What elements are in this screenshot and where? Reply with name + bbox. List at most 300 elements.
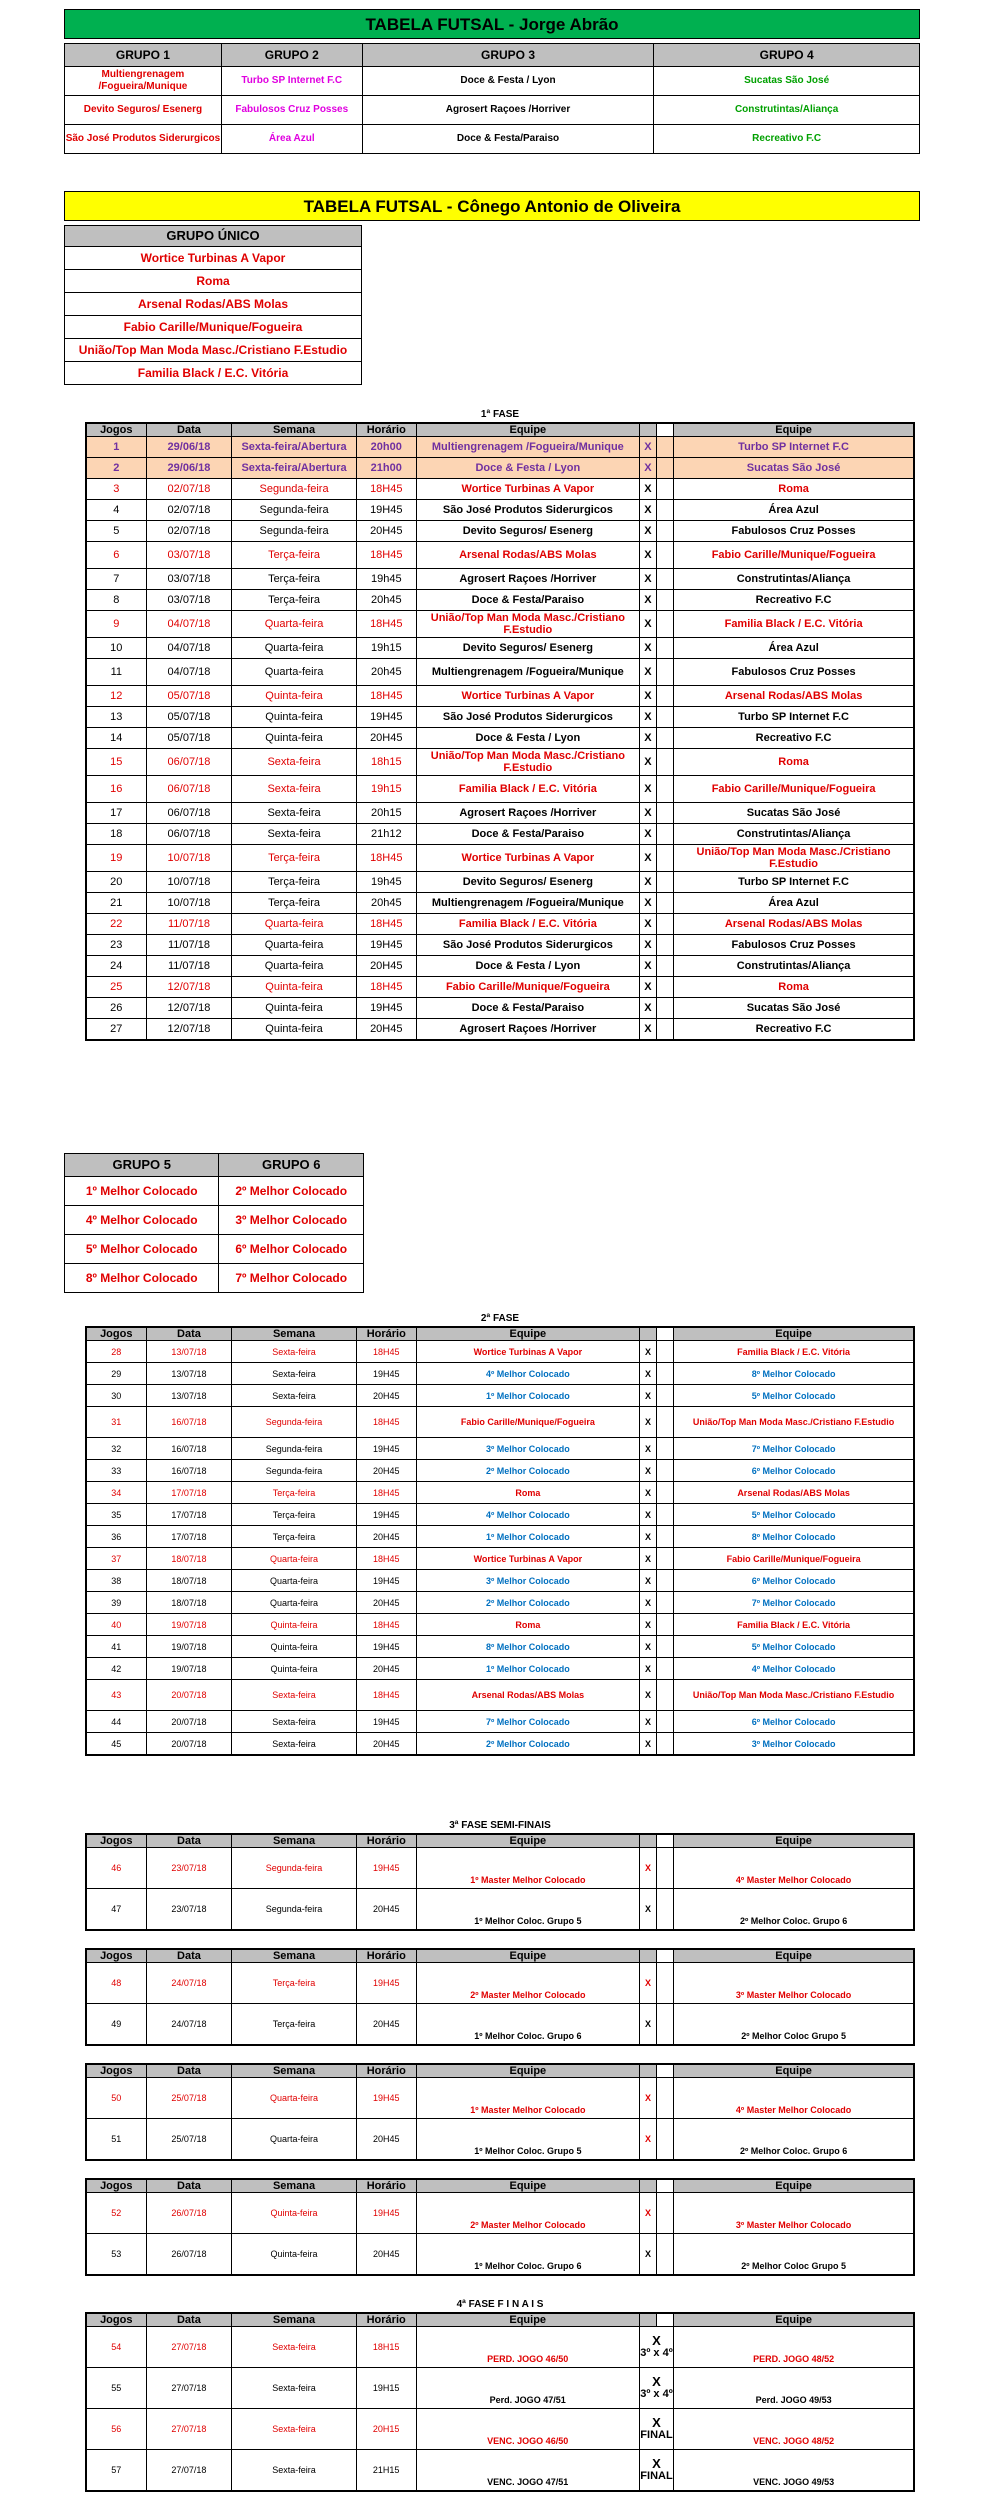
away-team: Fabio Carille/Munique/Fogueira [674, 776, 914, 803]
spacer-cell [657, 2119, 674, 2161]
col-equipe: Equipe [416, 423, 639, 437]
home-team: Fabio Carille/Munique/Fogueira [416, 977, 639, 998]
versus-mark: X [639, 1636, 656, 1658]
home-team: VENC. JOGO 47/51 [416, 2450, 639, 2492]
versus-mark: X [639, 1711, 656, 1733]
spacer-cell [657, 893, 674, 914]
match-date: 11/07/18 [146, 914, 232, 935]
match-number: 57 [86, 2450, 146, 2492]
match-number: 46 [86, 1848, 146, 1889]
match-date: 25/07/18 [146, 2078, 232, 2119]
away-team: Construtintas/Aliança [674, 569, 914, 590]
spacer-cell [657, 707, 674, 728]
match-number: 6 [86, 542, 146, 569]
match-number: 4 [86, 500, 146, 521]
match-weekday: Quarta-feira [232, 659, 356, 686]
match-row [86, 437, 914, 458]
match-number: 37 [86, 1548, 146, 1570]
match-row [86, 500, 914, 521]
match-weekday: Quinta-feira [232, 728, 356, 749]
home-team: Doce & Festa / Lyon [416, 956, 639, 977]
away-team: Fabio Carille/Munique/Fogueira [674, 542, 914, 569]
match-row [86, 1658, 914, 1680]
home-team: 2º Master Melhor Colocado [416, 2193, 639, 2234]
match-row [86, 1680, 914, 1711]
match-date: 20/07/18 [146, 1733, 232, 1756]
versus-mark: X [652, 2374, 661, 2389]
match-date: 11/07/18 [146, 935, 232, 956]
versus-mark: X [639, 500, 656, 521]
match-date: 18/07/18 [146, 1570, 232, 1592]
match-row [86, 1592, 914, 1614]
match-date: 02/07/18 [146, 521, 232, 542]
versus-mark: X [639, 590, 656, 611]
versus-cell [639, 2327, 674, 2368]
match-number: 38 [86, 1570, 146, 1592]
match-number: 41 [86, 1636, 146, 1658]
col-equipe-away: Equipe [674, 1949, 914, 1963]
semifinal-table [85, 1833, 915, 1931]
match-weekday: Sexta-feira [232, 1711, 356, 1733]
versus-mark: X [639, 1614, 656, 1636]
versus-cell [639, 2368, 674, 2409]
group-team: Turbo SP Internet F.C [221, 67, 362, 96]
match-weekday: Segunda-feira [232, 500, 356, 521]
match-date: 23/07/18 [146, 1889, 232, 1931]
spacer-cell [657, 2193, 674, 2234]
home-team: Roma [416, 1614, 639, 1636]
header-row [86, 2313, 914, 2327]
match-time: 18H45 [356, 845, 416, 872]
spacer-cell [657, 1636, 674, 1658]
col-spacer [657, 2179, 674, 2193]
header-row [86, 423, 914, 437]
match-number: 43 [86, 1680, 146, 1711]
match-date: 04/07/18 [146, 659, 232, 686]
home-team: União/Top Man Moda Masc./Cristiano F.Estudio [416, 611, 639, 638]
match-time: 18H45 [356, 1482, 416, 1504]
versus-mark: X [639, 1407, 656, 1438]
away-team: União/Top Man Moda Masc./Cristiano F.Estudio [674, 1680, 914, 1711]
spacer-cell [657, 1614, 674, 1636]
home-team: 3º Melhor Colocado [416, 1570, 639, 1592]
home-team: Wortice Turbinas A Vapor [416, 686, 639, 707]
spacer-cell [657, 1889, 674, 1931]
group-row [65, 96, 920, 125]
home-team: Wortice Turbinas A Vapor [416, 479, 639, 500]
away-team: 2º Melhor Coloc. Grupo 6 [674, 2119, 914, 2161]
match-date: 05/07/18 [146, 728, 232, 749]
home-team: Doce & Festa/Paraiso [416, 824, 639, 845]
match-row [86, 590, 914, 611]
match-date: 24/07/18 [146, 2004, 232, 2046]
match-weekday: Sexta-feira [232, 1363, 356, 1385]
match-time: 20H45 [356, 956, 416, 977]
spacer-cell [657, 1658, 674, 1680]
col-horario: Horário [356, 2064, 416, 2078]
match-weekday: Sexta-feira [232, 1385, 356, 1407]
versus-mark: X [639, 1889, 656, 1931]
match-weekday: Sexta-feira [232, 824, 356, 845]
versus-mark: X [639, 1460, 656, 1482]
away-team: Perd. JOGO 49/53 [674, 2368, 914, 2409]
match-row [86, 2234, 914, 2276]
home-team: 2º Melhor Colocado [416, 1592, 639, 1614]
match-row [86, 1733, 914, 1756]
match-number: 8 [86, 590, 146, 611]
match-time: 20H45 [356, 1733, 416, 1756]
match-date: 05/07/18 [146, 707, 232, 728]
single-group-table [64, 225, 362, 385]
home-team: Arsenal Rodas/ABS Molas [416, 1680, 639, 1711]
match-weekday: Quinta-feira [232, 1636, 356, 1658]
col-data: Data [146, 2313, 232, 2327]
match-row [86, 914, 914, 935]
match-time: 19H45 [356, 935, 416, 956]
versus-mark: X [639, 893, 656, 914]
match-time: 20H45 [356, 1460, 416, 1482]
home-team: 4º Melhor Colocado [416, 1363, 639, 1385]
match-weekday: Sexta-feira [232, 1733, 356, 1756]
header-row [86, 1949, 914, 1963]
home-team: Wortice Turbinas A Vapor [416, 845, 639, 872]
away-team: Arsenal Rodas/ABS Molas [674, 686, 914, 707]
spacer-cell [657, 1460, 674, 1482]
versus-mark: X [639, 638, 656, 659]
versus-mark: X [639, 1438, 656, 1460]
match-time: 20H45 [356, 2004, 416, 2046]
match-weekday: Sexta-feira [232, 2409, 356, 2450]
versus-mark: X [639, 977, 656, 998]
away-team: 2º Melhor Coloc Grupo 5 [674, 2004, 914, 2046]
match-label: 3º x 4º [640, 2388, 673, 2400]
group-team: Doce & Festa/Paraiso [362, 125, 654, 154]
group-6-header: GRUPO 6 [219, 1154, 364, 1177]
match-row [86, 2327, 914, 2368]
match-weekday: Segunda-feira [232, 1407, 356, 1438]
group-row [65, 125, 920, 154]
match-date: 03/07/18 [146, 569, 232, 590]
home-team: Roma [416, 1482, 639, 1504]
match-row [86, 569, 914, 590]
match-time: 19h45 [356, 569, 416, 590]
match-number: 47 [86, 1889, 146, 1931]
match-time: 21h12 [356, 824, 416, 845]
col-equipe: Equipe [416, 2064, 639, 2078]
col-equipe: Equipe [416, 2313, 639, 2327]
match-weekday: Sexta-feira/Abertura [232, 437, 356, 458]
versus-mark: X [639, 2234, 656, 2276]
match-date: 18/07/18 [146, 1592, 232, 1614]
match-row [86, 1548, 914, 1570]
spacer-cell [657, 956, 674, 977]
away-team: 3º Melhor Colocado [674, 1733, 914, 1756]
col-equipe: Equipe [416, 1327, 639, 1341]
match-row [86, 1963, 914, 2004]
match-row [86, 824, 914, 845]
col-horario: Horário [356, 2179, 416, 2193]
group-team: Agrosert Raçoes /Horriver [362, 96, 654, 125]
match-row [86, 1341, 914, 1363]
team-row [65, 247, 362, 270]
col-jogos: Jogos [86, 2179, 146, 2193]
match-number: 51 [86, 2119, 146, 2161]
phase4-title: 4ª FASE F I N A I S [456, 2299, 544, 2310]
away-team: Área Azul [674, 500, 914, 521]
group-1-header: GRUPO 1 [65, 44, 222, 67]
spacer-cell [657, 2004, 674, 2046]
col-semana: Semana [232, 423, 356, 437]
match-date: 12/07/18 [146, 998, 232, 1019]
col-data: Data [146, 2179, 232, 2193]
semifinal-table [85, 2063, 915, 2161]
home-team: Fabio Carille/Munique/Fogueira [416, 1407, 639, 1438]
match-row [86, 686, 914, 707]
spacer-cell [657, 590, 674, 611]
col-jogos: Jogos [86, 2064, 146, 2078]
versus-mark: X [639, 437, 656, 458]
team-name: Fabio Carille/Munique/Fogueira [65, 316, 362, 339]
col-spacer [639, 1834, 656, 1848]
col-jogos: Jogos [86, 1949, 146, 1963]
team-name: Wortice Turbinas A Vapor [65, 247, 362, 270]
match-row [86, 998, 914, 1019]
away-team: Área Azul [674, 893, 914, 914]
match-weekday: Terça-feira [232, 1963, 356, 2004]
home-team: Devito Seguros/ Esenerg [416, 638, 639, 659]
match-date: 27/07/18 [146, 2327, 232, 2368]
match-row [86, 776, 914, 803]
match-time: 19H45 [356, 1570, 416, 1592]
match-number: 14 [86, 728, 146, 749]
match-number: 22 [86, 914, 146, 935]
match-date: 23/07/18 [146, 1848, 232, 1889]
col-semana: Semana [232, 2313, 356, 2327]
match-number: 42 [86, 1658, 146, 1680]
match-weekday: Quinta-feira [232, 686, 356, 707]
match-row [86, 542, 914, 569]
match-time: 20h45 [356, 590, 416, 611]
col-spacer [639, 2313, 656, 2327]
match-time: 20h45 [356, 893, 416, 914]
match-number: 27 [86, 1019, 146, 1041]
col-spacer [657, 423, 674, 437]
home-team: Doce & Festa/Paraiso [416, 590, 639, 611]
col-equipe-away: Equipe [674, 1834, 914, 1848]
home-team: 1º Melhor Coloc. Grupo 6 [416, 2004, 639, 2046]
match-row [86, 707, 914, 728]
col-horario: Horário [356, 2313, 416, 2327]
match-weekday: Quarta-feira [232, 935, 356, 956]
match-weekday: Terça-feira [232, 569, 356, 590]
group-team: Devito Seguros/ Esenerg [65, 96, 222, 125]
spacer-cell [657, 914, 674, 935]
versus-mark: X [639, 1526, 656, 1548]
spacer-cell [657, 458, 674, 479]
match-date: 06/07/18 [146, 803, 232, 824]
match-row [86, 2078, 914, 2119]
col-semana: Semana [232, 1834, 356, 1848]
match-time: 20H15 [356, 2409, 416, 2450]
spacer-cell [657, 803, 674, 824]
col-horario: Horário [356, 1327, 416, 1341]
spacer-cell [657, 1341, 674, 1363]
spacer-cell [657, 659, 674, 686]
spacer-cell [657, 749, 674, 776]
home-team: Wortice Turbinas A Vapor [416, 1548, 639, 1570]
col-data: Data [146, 2064, 232, 2078]
match-weekday: Terça-feira [232, 2004, 356, 2046]
match-time: 19h15 [356, 638, 416, 659]
match-time: 20H45 [356, 728, 416, 749]
home-team: São José Produtos Siderurgicos [416, 707, 639, 728]
spacer-cell [657, 479, 674, 500]
away-team: Turbo SP Internet F.C [674, 437, 914, 458]
match-time: 19h15 [356, 776, 416, 803]
phase2-table [85, 1326, 915, 1756]
ranking-slot: 2º Melhor Colocado [219, 1177, 364, 1206]
away-team: Recreativo F.C [674, 728, 914, 749]
match-time: 19H45 [356, 2193, 416, 2234]
col-jogos: Jogos [86, 423, 146, 437]
team-name: União/Top Man Moda Masc./Cristiano F.Estudio [65, 339, 362, 362]
match-weekday: Quinta-feira [232, 707, 356, 728]
match-date: 04/07/18 [146, 638, 232, 659]
versus-mark: X [639, 1019, 656, 1041]
match-date: 02/07/18 [146, 479, 232, 500]
versus-mark: X [652, 2415, 661, 2430]
match-date: 26/07/18 [146, 2193, 232, 2234]
match-weekday: Quinta-feira [232, 1019, 356, 1041]
match-time: 18H45 [356, 611, 416, 638]
home-team: Multiengrenagem /Fogueira/Munique [416, 437, 639, 458]
col-semana: Semana [232, 2179, 356, 2193]
match-number: 34 [86, 1482, 146, 1504]
versus-mark: X [652, 2456, 661, 2471]
match-weekday: Sexta-feira [232, 803, 356, 824]
col-horario: Horário [356, 1834, 416, 1848]
match-number: 49 [86, 2004, 146, 2046]
match-date: 13/07/18 [146, 1363, 232, 1385]
versus-mark: X [639, 1680, 656, 1711]
phase1-table [85, 422, 915, 1041]
match-row [86, 479, 914, 500]
match-time: 19H45 [356, 500, 416, 521]
match-weekday: Quarta-feira [232, 1548, 356, 1570]
versus-mark: X [639, 1482, 656, 1504]
spacer-cell [657, 1363, 674, 1385]
spacer-cell [657, 542, 674, 569]
col-jogos: Jogos [86, 1834, 146, 1848]
away-team: 5º Melhor Colocado [674, 1504, 914, 1526]
away-team: VENC. JOGO 49/53 [674, 2450, 914, 2492]
match-date: 19/07/18 [146, 1658, 232, 1680]
spacer-cell [657, 437, 674, 458]
home-team: 1º Master Melhor Colocado [416, 2078, 639, 2119]
match-time: 19H45 [356, 998, 416, 1019]
col-spacer [639, 2064, 656, 2078]
match-row [86, 1848, 914, 1889]
match-date: 06/07/18 [146, 776, 232, 803]
match-row [86, 1526, 914, 1548]
match-date: 05/07/18 [146, 686, 232, 707]
col-spacer [657, 1949, 674, 1963]
home-team: Devito Seguros/ Esenerg [416, 521, 639, 542]
match-date: 13/07/18 [146, 1341, 232, 1363]
col-semana: Semana [232, 2064, 356, 2078]
match-date: 11/07/18 [146, 956, 232, 977]
spacer-cell [657, 1019, 674, 1041]
match-weekday: Quarta-feira [232, 1592, 356, 1614]
versus-mark: X [639, 1963, 656, 2004]
away-team: 2º Melhor Coloc Grupo 5 [674, 2234, 914, 2276]
versus-mark: X [639, 749, 656, 776]
match-time: 18H45 [356, 542, 416, 569]
match-time: 19H15 [356, 2368, 416, 2409]
match-weekday: Terça-feira [232, 590, 356, 611]
away-team: VENC. JOGO 48/52 [674, 2409, 914, 2450]
home-team: São José Produtos Siderurgicos [416, 935, 639, 956]
col-equipe-away: Equipe [674, 1327, 914, 1341]
col-horario: Horário [356, 423, 416, 437]
match-weekday: Sexta-feira [232, 2368, 356, 2409]
home-team: União/Top Man Moda Masc./Cristiano F.Estudio [416, 749, 639, 776]
match-row [86, 1504, 914, 1526]
header-row [86, 1834, 914, 1848]
versus-mark: X [639, 776, 656, 803]
away-team: 6º Melhor Colocado [674, 1711, 914, 1733]
col-spacer [657, 1327, 674, 1341]
ranking-slot: 5º Melhor Colocado [65, 1235, 219, 1264]
versus-mark: X [639, 998, 656, 1019]
match-time: 20H45 [356, 1019, 416, 1041]
spacer-cell [657, 1407, 674, 1438]
match-number: 29 [86, 1363, 146, 1385]
match-weekday: Terça-feira [232, 1482, 356, 1504]
match-number: 44 [86, 1711, 146, 1733]
match-weekday: Terça-feira [232, 872, 356, 893]
col-spacer [656, 2313, 673, 2327]
team-name: Roma [65, 270, 362, 293]
match-number: 21 [86, 893, 146, 914]
col-data: Data [146, 1949, 232, 1963]
team-row [65, 316, 362, 339]
match-date: 27/07/18 [146, 2409, 232, 2450]
away-team: Construtintas/Aliança [674, 824, 914, 845]
home-team: Agrosert Raçoes /Horriver [416, 1019, 639, 1041]
spacer-cell [657, 728, 674, 749]
match-date: 16/07/18 [146, 1438, 232, 1460]
away-team: Sucatas São José [674, 458, 914, 479]
versus-mark: X [639, 2119, 656, 2161]
match-number: 30 [86, 1385, 146, 1407]
col-jogos: Jogos [86, 2313, 146, 2327]
group-team: Construtintas/Aliança [654, 96, 920, 125]
col-spacer [657, 1834, 674, 1848]
match-time: 19H45 [356, 1963, 416, 2004]
match-date: 13/07/18 [146, 1385, 232, 1407]
spacer-cell [657, 1504, 674, 1526]
match-date: 27/07/18 [146, 2450, 232, 2492]
versus-mark: X [639, 1570, 656, 1592]
home-team: 1º Melhor Coloc. Grupo 5 [416, 1889, 639, 1931]
away-team: 5º Melhor Colocado [674, 1636, 914, 1658]
away-team: 4º Melhor Colocado [674, 1658, 914, 1680]
match-number: 56 [86, 2409, 146, 2450]
away-team: 7º Melhor Colocado [674, 1438, 914, 1460]
groups-table [64, 43, 920, 154]
col-equipe-away: Equipe [674, 2179, 914, 2193]
